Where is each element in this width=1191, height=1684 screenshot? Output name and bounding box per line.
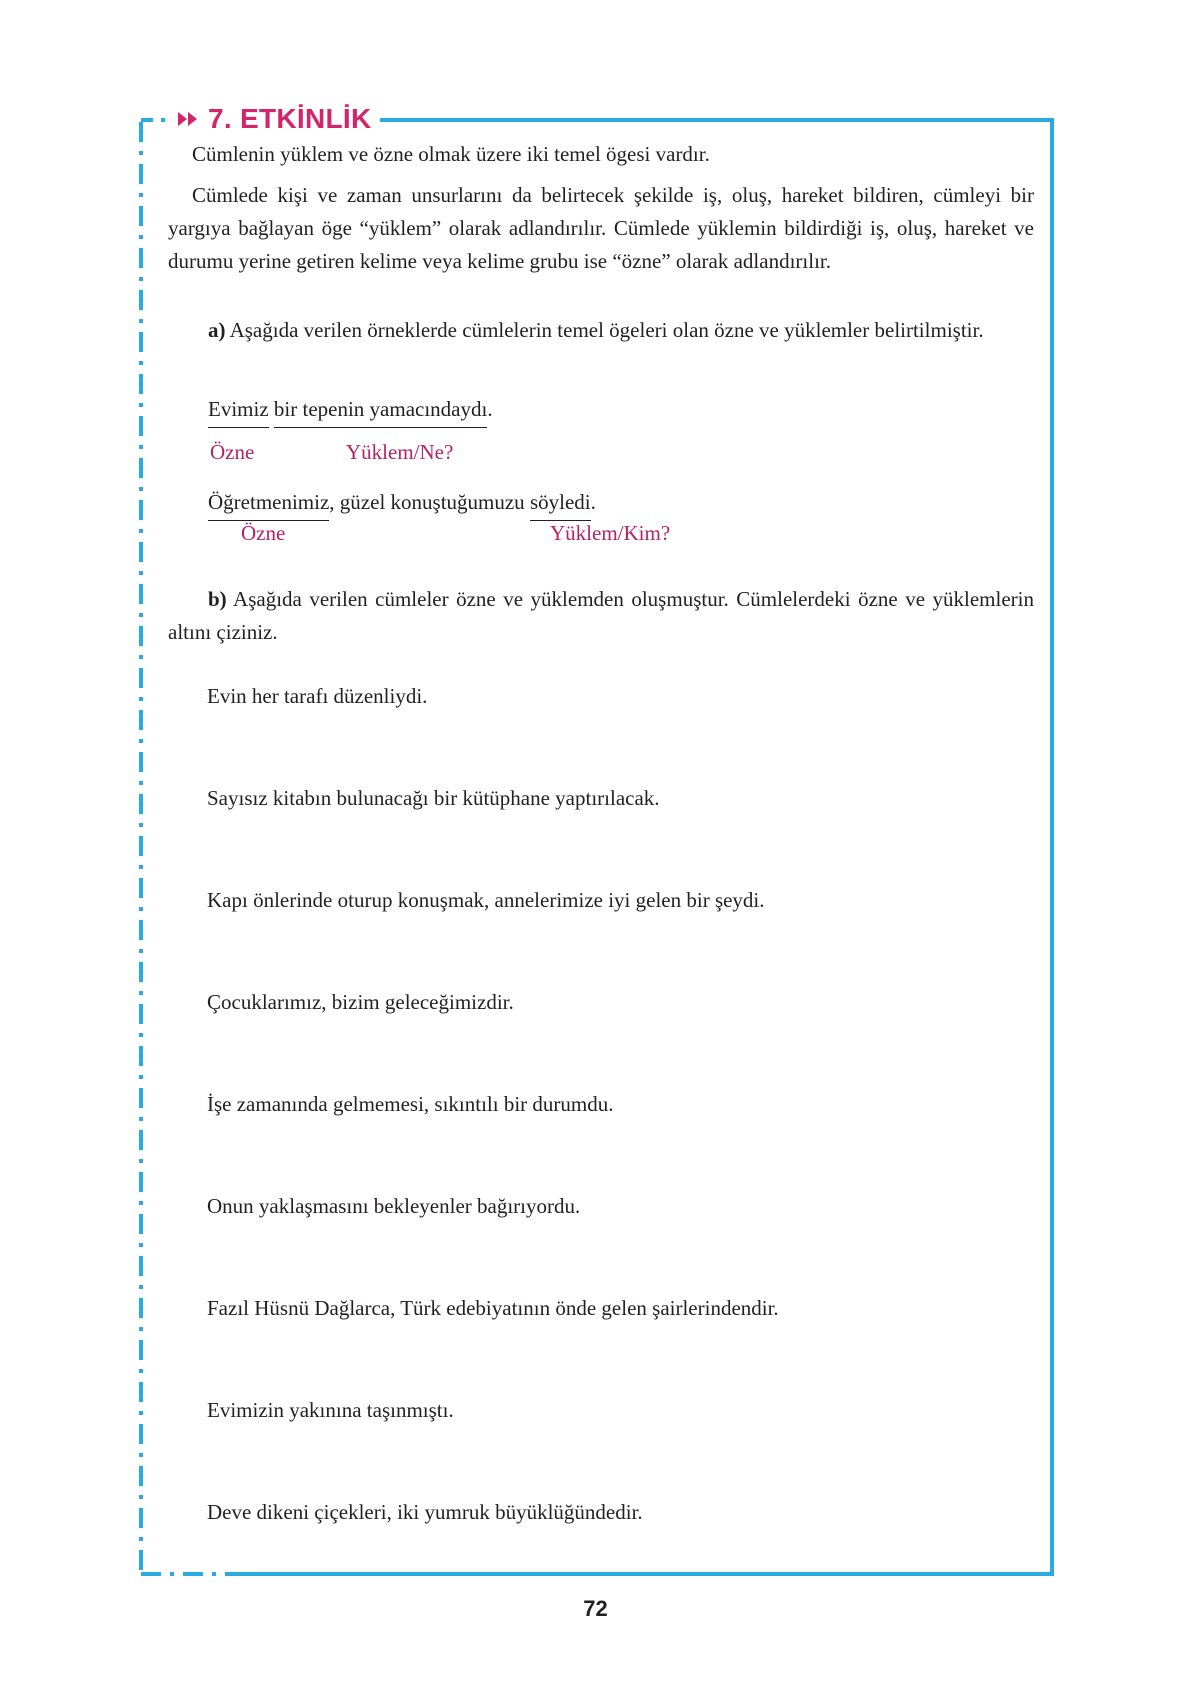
example-2-predicate-tag: Yüklem/Kim? (550, 521, 671, 545)
exercise-sentence-6: Onun yaklaşmasını bekleyenler bağırıyordu. (207, 1194, 581, 1218)
example-sentence-2: Öğretmenimiz, güzel konuştuğumuzu söyledi. (208, 490, 596, 521)
exercise-sentence-5: İşe zamanında gelmemesi, sıkıntılı bir durumdu. (207, 1092, 614, 1116)
double-arrow-icon (178, 112, 198, 126)
exercise-sentence-1: Evin her tarafı düzenliydi. (207, 684, 428, 708)
part-b-label: b) (208, 587, 227, 611)
example-1-predicate: bir tepenin yamacındaydı (274, 397, 487, 428)
intro-paragraph-1: Cümlenin yüklem ve özne olmak üzere iki temel ögesi vardır. (192, 142, 710, 166)
exercise-sentence-3: Kapı önlerinde oturup konuşmak, annelerimize iyi gelen bir şeydi. (207, 888, 765, 912)
example-2-subject-tag: Özne (241, 521, 286, 545)
part-b-instruction (168, 583, 1034, 649)
intro-paragraph-2: Cümlede kişi ve zaman unsurlarını da belirtecek şekilde iş, oluş, hareket bildiren, cümleyi bir yargıya bağlayan öge “yüklem” olarak adlandırılır. Cümlede yüklemin bildirdiği iş, oluş, hareket ve durumu yerine getiren kelime veya kelime grubu ise “özne” olarak adlandırılır. (168, 183, 1034, 273)
exercise-sentence-4: Çocuklarımız, bizim geleceğimizdir. (207, 990, 514, 1014)
example-sentence-1: Evimiz bir tepenin yamacındaydı. (208, 397, 493, 428)
example-2-predicate: söyledi (530, 490, 591, 521)
exercise-sentence-9: Deve dikeni çiçekleri, iki yumruk büyüklüğündedir. (207, 1500, 643, 1524)
exercise-sentence-8: Evimizin yakınına taşınmıştı. (207, 1398, 454, 1422)
part-a-label: a) (208, 318, 226, 342)
part-a-instruction (168, 314, 1034, 347)
exercise-sentence-2: Sayısız kitabın bulunacağı bir kütüphane yaptırılacak. (207, 786, 660, 810)
activity-title-text: 7. ETKİNLİK (208, 103, 372, 134)
example-2-subject: Öğretmenimiz (208, 490, 329, 521)
part-b-text: Aşağıda verilen cümleler özne ve yüklemden oluşmuştur. Cümlelerdeki özne ve yüklemlerin altını çiziniz. (168, 587, 1034, 644)
example-1-subject-tag: Özne (210, 440, 255, 464)
part-a-text: Aşağıda verilen örneklerde cümlelerin temel ögeleri olan özne ve yüklemler belirtilmiştir. (229, 318, 984, 342)
example-1-subject: Evimiz (208, 397, 269, 428)
exercise-sentence-7: Fazıl Hüsnü Dağlarca, Türk edebiyatının önde gelen şairlerindendir. (207, 1296, 779, 1320)
activity-title (178, 100, 378, 138)
example-1-predicate-tag: Yüklem/Ne? (346, 440, 454, 464)
page-number: 72 (583, 1596, 608, 1621)
